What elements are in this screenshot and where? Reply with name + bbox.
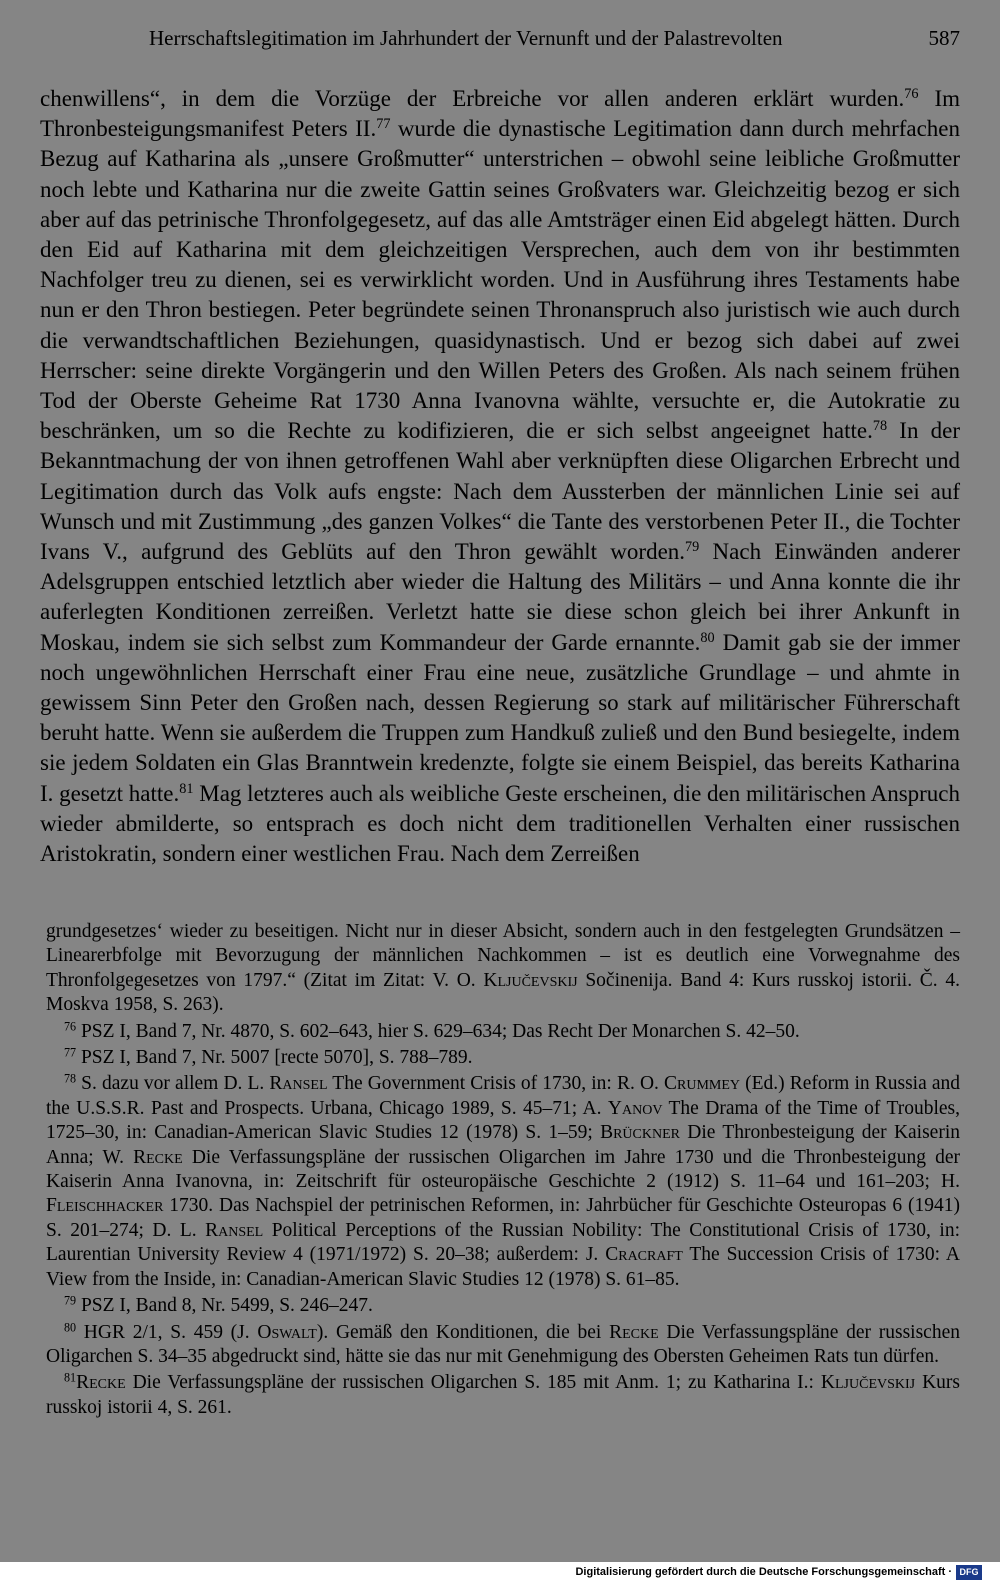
author-name: Ključevskij bbox=[820, 1372, 916, 1394]
footnote-76 bbox=[46, 1020, 960, 1044]
footnote-number: 79 bbox=[64, 1293, 77, 1308]
main-paragraph bbox=[40, 84, 960, 869]
footnote-number: 78 bbox=[64, 1071, 77, 1086]
page-number: 587 bbox=[928, 26, 960, 50]
text-segment: PSZ I, Band 8, Nr. 5499, S. 246–247. bbox=[76, 1295, 373, 1317]
text-segment: The Drama of the Time of Troubles, 1725–30, in: Canadian-American Slavic Studies 12 (1978) S. 1–59; bbox=[46, 1097, 960, 1144]
footnote-number: 77 bbox=[64, 1045, 77, 1060]
main-text bbox=[40, 84, 960, 869]
footnote-80 bbox=[46, 1321, 960, 1370]
text-segment: Political Perceptions of the Russian Nobility: The Constitutional Crisis of 1730, in: Laurentian University Review 4 (1971/1972) S. 20–38; außerdem: J. bbox=[46, 1219, 960, 1266]
footnote-number: 76 bbox=[64, 1018, 77, 1033]
footnotes bbox=[46, 920, 960, 1422]
text-segment: Sočinenija. Band 4: Kurs russkoj istorii. Č. 4. Moskva 1958, S. 263). bbox=[46, 969, 961, 1016]
footnote-ref-76: 76 bbox=[904, 86, 919, 103]
text-segment: Die Verfassungspläne der russischen Oligarchen S. 185 mit Anm. 1; zu Katharina I.: bbox=[125, 1372, 821, 1394]
author-name: Ransel bbox=[205, 1219, 264, 1241]
footnote-77 bbox=[46, 1046, 960, 1070]
text-segment: Mag letzteres auch als weibliche Geste erscheinen, die den militärischen Anspruch wieder abmilderte, so entsprach es doch nicht dem traditionellen Verhalten einer russischen Aristokratin, sondern einer westlichen Frau. Nach dem Zerreißen bbox=[40, 780, 961, 867]
text-segment: HGR 2/1, S. 459 (J. bbox=[76, 1321, 258, 1343]
text-segment: The Government Crisis of 1730, in: R. O. bbox=[327, 1073, 665, 1095]
text-segment: PSZ I, Band 7, Nr. 5007 [recte 5070], S. 788–789. bbox=[76, 1047, 473, 1069]
text-segment: 1730. Das Nachspiel der petrinischen Reformen, in: Jahrbücher für Geschichte Osteuropas 6 (1941) S. 201–274; D. L. bbox=[46, 1195, 960, 1241]
dfg-logo-icon: DFG bbox=[956, 1565, 982, 1580]
footnote-ref-79: 79 bbox=[685, 539, 700, 556]
footnote-81 bbox=[46, 1371, 960, 1420]
footnote-78 bbox=[46, 1072, 960, 1292]
footnote-continuation bbox=[46, 920, 960, 1018]
text-segment: wurde die dynastische Legitimation dann durch mehrfachen Bezug auf Katharina als „unsere Großmutter“ unterstrichen – obwohl seine leibliche Großmutter noch lebte und Katharina nur die zweite Gattin seines Großvaters war. Gleichzeitig bezog er sich aber auf das petrinische Thronfolgegesetz, auf das alle Amtsträger einen Eid abgelegt hätten. Durch den Eid auf Katharina mit dem gleichzeitigen Versprechen, auch dem von ihr bestimmten Nachfolger treu zu dienen, sei es verwirklicht worden. Und in Ausführung ihres Testaments habe nun er den Thron bestiegen. Peter begründete seinen Thronanspruch also juristisch wie auch durch die verwandtschaftlichen Beziehungen, quasidynastisch. Und er bezog sich dabei auf zwei Herrscher: seine direkte Vorgängerin und den Willen Peters des Großen. Als nach seinem frühen Tod der Oberste Geheime Rat 1730 Anna Ivanovna wählte, versuchte er, die Autokratie zu beschränken, um so die Rechte zu kodifizieren, die er sich selbst angeeignet hatte. bbox=[40, 116, 961, 444]
footnote-ref-81: 81 bbox=[179, 780, 194, 797]
text-segment: chenwillens“, in dem die Vorzüge der Erbreiche vor allen anderen erklärt wurden. bbox=[40, 86, 905, 111]
digitization-footer bbox=[0, 1562, 1000, 1584]
text-segment: Im Thronbesteigungsmanifest Peters II. bbox=[40, 86, 960, 142]
author-name: Fleischhacker bbox=[46, 1195, 164, 1217]
text-segment: In der Bekanntmachung der von ihnen getroffenen Wahl aber verknüpften diese Oligarchen Erbrecht und Legitimation durch das Volk aufs engste: Nach dem Aussterben der männlichen Linie sei auf Wunsch und mit Zustimmung „des ganzen Volkes“ die Tante des verstorbenen Peter II., die Tochter Ivans V., aufgrund des Geblüts auf den Thron gewählt worden. bbox=[40, 418, 961, 565]
text-segment: Kurs russkoj istorii 4, S. 261. bbox=[46, 1372, 960, 1418]
text-segment: (Ed.) Reform in Russia and the U.S.S.R. Past and Prospects. Urbana, Chicago 1989, S. 45–71; A. bbox=[46, 1073, 960, 1119]
author-name: Recke bbox=[609, 1321, 659, 1343]
footnote-ref-80: 80 bbox=[700, 629, 715, 646]
text-segment: Damit gab sie der immer noch ungewöhnlichen Herrschaft einer Frau eine neue, zusätzliche Grundlage – und ahmte in gewissem Sinn Peter den Großen nach, dessen Regierung so stark auf militärischer Führerschaft beruht hatte. Wenn sie außerdem die Truppen zum Handkuß zuließ und den Bund besiegelte, indem sie jedem Soldaten ein Glas Branntwein kredenzte, folgte sie einem Beispiel, das bereits Katharina I. gesetzt hatte. bbox=[40, 629, 960, 806]
footnote-79 bbox=[46, 1294, 960, 1318]
footnote-number: 80 bbox=[64, 1319, 77, 1334]
text-segment: Nach Einwänden anderer Adelsgruppen entschied letztlich aber wieder die Haltung des Militärs – und Anna konnte die ihr auferlegten Konditionen zerreißen. Verletzt hatte sie diese schon gleich bei ihrer Ankunft in Moskau, indem sie sich selbst zum Kommandeur der Garde ernannte. bbox=[40, 539, 960, 655]
text-segment: ). Gemäß den Konditionen, die bei bbox=[316, 1321, 610, 1343]
text-segment: grundgesetzes‘ wieder zu beseitigen. Nicht nur in dieser Absicht, sondern auch in den festgelegten Grundsätzen – Linearerbfolge mit Bevorzugung der männlichen Nachkommen – ist es deutlich eine Vorwegnahme des Thronfolgegesetzes von 1797.“ (Zitat im Zitat: V. O. bbox=[46, 921, 960, 991]
author-name: Brückner bbox=[600, 1122, 680, 1144]
text-segment: Die Verfassungspläne der russischen Oligarchen S. 34–35 abgedruckt sind, hätte sie das nur mit Genehmigung des Obersten Geheimen Rats tun dürfen. bbox=[46, 1321, 960, 1367]
author-name: Recke bbox=[76, 1372, 126, 1394]
author-name: Yanov bbox=[607, 1097, 663, 1119]
author-name: Cracraft bbox=[605, 1244, 683, 1266]
funding-credit: Digitalisierung gefördert durch die Deutsche Forschungsgemeinschaft · bbox=[575, 1566, 952, 1578]
author-name: Crummey bbox=[664, 1073, 741, 1095]
author-name: Recke bbox=[133, 1146, 183, 1168]
footnote-ref-77: 77 bbox=[376, 116, 391, 133]
text-segment: PSZ I, Band 7, Nr. 4870, S. 602–643, hier S. 629–634; Das Recht Der Monarchen S. 42–50. bbox=[76, 1020, 800, 1042]
text-segment: Die Verfassungspläne der russischen Oligarchen im Jahre 1730 und die Thronbesteigung der Kaiserin Anna Ivanovna, in: Zeitschrift für osteuropäische Geschichte 2 (1912) S. 11–64 und 161–203; H. bbox=[46, 1146, 961, 1193]
author-name: Ransel bbox=[269, 1073, 328, 1095]
text-segment: The Succession Crisis of 1730: A View from the Inside, in: Canadian-American Slavic Studies 12 (1978) S. 61–85. bbox=[46, 1244, 960, 1290]
footnote-ref-78: 78 bbox=[872, 418, 888, 435]
text-segment: S. dazu vor allem D. L. bbox=[76, 1073, 270, 1095]
footnote-number: 81 bbox=[64, 1370, 77, 1385]
author-name: Oswalt bbox=[257, 1321, 317, 1343]
author-name: Ključevskij bbox=[483, 969, 578, 991]
running-head-title: Herrschaftslegitimation im Jahrhundert der Vernunft und der Palastrevolten bbox=[149, 26, 783, 50]
text-segment: Die Thronbesteigung der Kaiserin Anna; W. bbox=[46, 1122, 960, 1168]
